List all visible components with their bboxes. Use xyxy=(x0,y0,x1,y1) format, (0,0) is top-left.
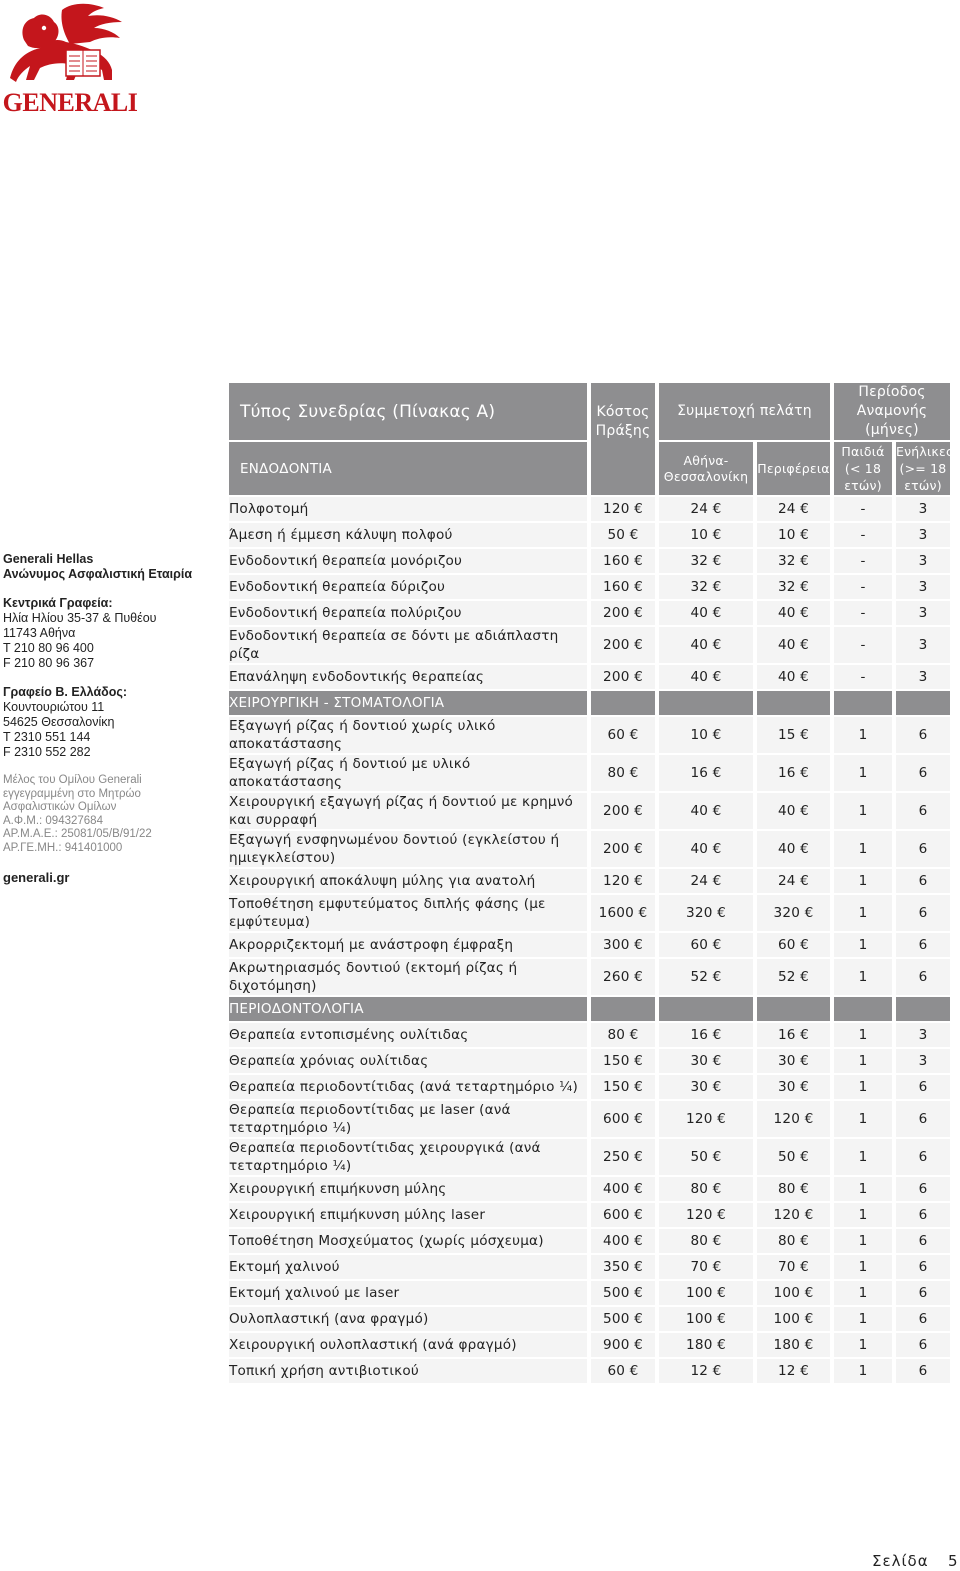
table-row xyxy=(229,1101,950,1137)
region-cell: 15 € xyxy=(757,717,830,753)
procedure-name: Εκτομή χαλινού xyxy=(229,1255,587,1279)
adults-cell: 6 xyxy=(896,793,950,829)
children-cell: 1 xyxy=(834,895,892,931)
north-phone: T 2310 551 144 xyxy=(3,730,91,744)
company-name: Generali Hellas xyxy=(3,552,94,566)
procedure-name: Θεραπεία εντοπισμένης ουλίτιδας xyxy=(229,1023,587,1047)
cost-cell: 80 € xyxy=(591,1023,655,1047)
region-cell: 120 € xyxy=(757,1101,830,1137)
table-title: Τύπος Συνεδρίας (Πίνακας Α) xyxy=(229,383,587,440)
procedure-name: Άμεση ή έμμεση κάλυψη πολφού xyxy=(229,523,587,547)
page-number: 5 xyxy=(948,1552,958,1570)
cost-cell: 600 € xyxy=(591,1203,655,1227)
region-cell: 12 € xyxy=(757,1359,830,1383)
athens-cell: 40 € xyxy=(659,665,753,689)
children-cell: 1 xyxy=(834,1229,892,1253)
legal-line: εγγεγραμμένη στο Μητρώο xyxy=(3,787,141,800)
children-cell: 1 xyxy=(834,1333,892,1357)
children-cell: 1 xyxy=(834,831,892,867)
adults-cell: 6 xyxy=(896,1177,950,1201)
children-cell: 1 xyxy=(834,1101,892,1137)
cost-cell: 500 € xyxy=(591,1307,655,1331)
region-cell: 24 € xyxy=(757,869,830,893)
cost-cell: 900 € xyxy=(591,1333,655,1357)
table-row xyxy=(229,497,950,521)
procedure-name: Ενδοδοντική θεραπεία δύριζου xyxy=(229,575,587,599)
athens-header: Αθήνα-Θεσσαλονίκη xyxy=(659,442,753,495)
region-cell: 80 € xyxy=(757,1229,830,1253)
hq-city: 11743 Αθήνα xyxy=(3,626,76,640)
table-row xyxy=(229,831,950,867)
cost-cell: 300 € xyxy=(591,933,655,957)
table-row xyxy=(229,1177,950,1201)
table-row xyxy=(229,1307,950,1331)
athens-cell: 24 € xyxy=(659,497,753,521)
athens-cell: 40 € xyxy=(659,627,753,663)
region-cell: 60 € xyxy=(757,933,830,957)
athens-cell: 70 € xyxy=(659,1255,753,1279)
table-row xyxy=(229,523,950,547)
cost-header: Κόστος Πράξης xyxy=(591,383,655,495)
region-cell: 16 € xyxy=(757,1023,830,1047)
children-cell: - xyxy=(834,497,892,521)
adults-cell: 6 xyxy=(896,1255,950,1279)
athens-cell: 100 € xyxy=(659,1307,753,1331)
region-cell: 40 € xyxy=(757,831,830,867)
winged-lion-icon xyxy=(0,0,140,92)
adults-cell: 6 xyxy=(896,1101,950,1137)
north-office-block xyxy=(3,685,218,760)
children-cell: 1 xyxy=(834,1023,892,1047)
cost-cell: 120 € xyxy=(591,497,655,521)
children-cell: 1 xyxy=(834,959,892,995)
region-cell: 40 € xyxy=(757,627,830,663)
region-cell: 320 € xyxy=(757,895,830,931)
cost-cell: 200 € xyxy=(591,793,655,829)
adults-cell: 3 xyxy=(896,1049,950,1073)
procedure-name: Ουλοπλαστική (ανα φραγμό) xyxy=(229,1307,587,1331)
children-cell: 1 xyxy=(834,717,892,753)
procedure-name: Εξαγωγή ρίζας ή δοντιού με υλικό αποκατάστασης xyxy=(229,755,587,791)
children-cell: 1 xyxy=(834,869,892,893)
children-cell: 1 xyxy=(834,1075,892,1099)
children-cell: 1 xyxy=(834,1255,892,1279)
region-cell: 16 € xyxy=(757,755,830,791)
procedure-name: Χειρουργική επιμήκυνση μύλης laser xyxy=(229,1203,587,1227)
procedure-name: Θεραπεία περιοδοντίτιδας χειρουργικά (ανά τεταρτημόριο ¼) xyxy=(229,1139,587,1175)
table-row xyxy=(229,665,950,689)
dental-coverage-table xyxy=(225,381,954,1385)
athens-cell: 180 € xyxy=(659,1333,753,1357)
cost-cell: 1600 € xyxy=(591,895,655,931)
section-fill-cell xyxy=(591,691,655,715)
adults-cell: 3 xyxy=(896,575,950,599)
table-body xyxy=(229,497,950,1383)
region-cell: 30 € xyxy=(757,1075,830,1099)
procedure-name: Ενδοδοντική θεραπεία μονόριζου xyxy=(229,549,587,573)
procedure-name: Χειρουργική ουλοπλαστική (ανά φραγμό) xyxy=(229,1333,587,1357)
adults-cell: 6 xyxy=(896,1359,950,1383)
region-cell: 24 € xyxy=(757,497,830,521)
athens-cell: 320 € xyxy=(659,895,753,931)
region-cell: 120 € xyxy=(757,1203,830,1227)
table-row xyxy=(229,1359,950,1383)
region-cell: 30 € xyxy=(757,1049,830,1073)
table-row xyxy=(229,1139,950,1175)
adults-cell: 6 xyxy=(896,1281,950,1305)
adults-cell: 3 xyxy=(896,1023,950,1047)
children-cell: 1 xyxy=(834,1203,892,1227)
adults-cell: 3 xyxy=(896,601,950,625)
legal-line: Μέλος του Ομίλου Generali xyxy=(3,774,142,786)
children-cell: - xyxy=(834,665,892,689)
section-row xyxy=(229,691,950,715)
north-heading: Γραφείο Β. Ελλάδος: xyxy=(3,685,128,699)
adults-cell: 6 xyxy=(896,1075,950,1099)
adults-header: Ενήλικες (>= 18 ετών) xyxy=(896,444,954,493)
region-cell: 32 € xyxy=(757,549,830,573)
section-fill-cell xyxy=(896,997,950,1021)
adults-cell: 6 xyxy=(896,1203,950,1227)
children-header: Παιδιά (< 18 ετών) xyxy=(834,442,892,495)
procedure-name: Τοποθέτηση εμφυτεύματος διπλής φάσης (με εμφύτευμα) xyxy=(229,895,587,931)
hq-block xyxy=(3,596,218,671)
legal-line: ΑΡ.ΓΕ.ΜΗ.: 941401000 xyxy=(3,841,123,854)
cost-cell: 120 € xyxy=(591,869,655,893)
procedure-name: Χειρουργική επιμήκυνση μύλης xyxy=(229,1177,587,1201)
athens-cell: 16 € xyxy=(659,755,753,791)
company-type: Ανώνυμος Ασφαλιστική Εταιρία xyxy=(3,567,193,581)
region-header: Περιφέρεια xyxy=(757,442,830,495)
adults-cell: 6 xyxy=(896,869,950,893)
region-cell: 40 € xyxy=(757,601,830,625)
company-block xyxy=(3,552,218,582)
athens-cell: 10 € xyxy=(659,523,753,547)
cost-cell: 60 € xyxy=(591,717,655,753)
table-row xyxy=(229,793,950,829)
adults-cell: 6 xyxy=(896,1307,950,1331)
section-fill-cell xyxy=(591,997,655,1021)
adults-cell: 6 xyxy=(896,755,950,791)
cost-cell: 150 € xyxy=(591,1075,655,1099)
section-fill-cell xyxy=(659,997,753,1021)
table-row xyxy=(229,1333,950,1357)
generali-logo xyxy=(0,0,140,120)
athens-cell: 40 € xyxy=(659,793,753,829)
section-row xyxy=(229,997,950,1021)
adults-cell: 6 xyxy=(896,717,950,753)
section-fill-cell xyxy=(896,691,950,715)
hq-heading: Κεντρικά Γραφεία: xyxy=(3,596,113,610)
athens-cell: 50 € xyxy=(659,1139,753,1175)
company-sidebar xyxy=(3,552,218,885)
procedure-name: Ενδοδοντική θεραπεία σε δόντι με αδιάπλαστη ρίζα xyxy=(229,627,587,663)
athens-cell: 80 € xyxy=(659,1229,753,1253)
legal-line: ΑΡ.Μ.Α.Ε.: 25081/05/Β/91/22 xyxy=(3,828,152,841)
adults-cell: 6 xyxy=(896,895,950,931)
hq-fax: F 210 80 96 367 xyxy=(3,656,95,670)
procedure-name: Τοπική χρήση αντιβιοτικού xyxy=(229,1359,587,1383)
procedure-name: Εκτομή χαλινού με laser xyxy=(229,1281,587,1305)
procedure-name: Χειρουργική αποκάλυψη μύλης για ανατολή xyxy=(229,869,587,893)
athens-cell: 80 € xyxy=(659,1177,753,1201)
hq-street: Ηλία Ηλίου 35-37 & Πυθέου xyxy=(3,611,157,625)
section-header-endodontics: ΕΝΔΟΔΟΝΤΙΑ xyxy=(229,442,587,495)
athens-cell: 120 € xyxy=(659,1203,753,1227)
legal-line: Ασφαλιστικών Ομίλων xyxy=(3,801,117,814)
cost-cell: 80 € xyxy=(591,755,655,791)
cost-cell: 200 € xyxy=(591,601,655,625)
procedure-name: Επανάληψη ενδοδοντικής θεραπείας xyxy=(229,665,587,689)
region-cell: 100 € xyxy=(757,1307,830,1331)
copay-header: Συμμετοχή πελάτη xyxy=(659,383,830,440)
region-cell: 40 € xyxy=(757,793,830,829)
table-row xyxy=(229,933,950,957)
table-row xyxy=(229,755,950,791)
cost-cell: 600 € xyxy=(591,1101,655,1137)
cost-cell: 350 € xyxy=(591,1255,655,1279)
cost-cell: 60 € xyxy=(591,1359,655,1383)
procedure-name: Τοποθέτηση Μοσχεύματος (χωρίς μόσχευμα) xyxy=(229,1229,587,1253)
table-row xyxy=(229,1023,950,1047)
procedure-name: Εξαγωγή ενσφηνωμένου δοντιού (εγκλείστου ή ημιεγκλείστου) xyxy=(229,831,587,867)
region-cell: 100 € xyxy=(757,1281,830,1305)
logo-wordmark: GENERALI xyxy=(2,88,138,117)
children-cell: 1 xyxy=(834,1359,892,1383)
procedure-name: Χειρουργική εξαγωγή ρίζας ή δοντιού με κρημνό και συρραφή xyxy=(229,793,587,829)
adults-cell: 3 xyxy=(896,549,950,573)
cost-cell: 150 € xyxy=(591,1049,655,1073)
region-cell: 180 € xyxy=(757,1333,830,1357)
athens-cell: 32 € xyxy=(659,549,753,573)
children-cell: 1 xyxy=(834,1281,892,1305)
hq-phone: T 210 80 96 400 xyxy=(3,641,94,655)
legal-block xyxy=(3,774,218,856)
adults-cell: 3 xyxy=(896,665,950,689)
children-cell: 1 xyxy=(834,1049,892,1073)
section-fill-cell xyxy=(757,997,830,1021)
cost-cell: 200 € xyxy=(591,831,655,867)
athens-cell: 16 € xyxy=(659,1023,753,1047)
adults-cell: 6 xyxy=(896,933,950,957)
cost-cell: 200 € xyxy=(591,627,655,663)
athens-cell: 24 € xyxy=(659,869,753,893)
page-label: Σελίδα xyxy=(872,1552,929,1570)
children-cell: 1 xyxy=(834,1139,892,1175)
region-cell: 10 € xyxy=(757,523,830,547)
children-cell: - xyxy=(834,627,892,663)
region-cell: 50 € xyxy=(757,1139,830,1175)
cost-cell: 200 € xyxy=(591,665,655,689)
adults-cell: 6 xyxy=(896,1333,950,1357)
cost-cell: 400 € xyxy=(591,1177,655,1201)
athens-cell: 40 € xyxy=(659,601,753,625)
cost-cell: 160 € xyxy=(591,549,655,573)
table-row xyxy=(229,575,950,599)
table-row xyxy=(229,1049,950,1073)
cost-cell: 400 € xyxy=(591,1229,655,1253)
website-link[interactable]: generali.gr xyxy=(3,869,70,885)
athens-cell: 60 € xyxy=(659,933,753,957)
athens-cell: 30 € xyxy=(659,1049,753,1073)
athens-cell: 40 € xyxy=(659,831,753,867)
table-row xyxy=(229,1229,950,1253)
table-row xyxy=(229,1281,950,1305)
cost-cell: 500 € xyxy=(591,1281,655,1305)
children-cell: 1 xyxy=(834,755,892,791)
cost-cell: 160 € xyxy=(591,575,655,599)
table-row xyxy=(229,627,950,663)
adults-cell: 6 xyxy=(896,831,950,867)
section-title: ΠΕΡΙΟΔΟΝΤΟΛΟΓΙΑ xyxy=(229,997,587,1021)
procedure-name: Θεραπεία περιοδοντίτιδας (ανά τεταρτημόριο ¼) xyxy=(229,1075,587,1099)
cost-cell: 50 € xyxy=(591,523,655,547)
procedure-name: Ακρωτηριασμός δοντιού (εκτομή ρίζας ή διχοτόμηση) xyxy=(229,959,587,995)
table-row xyxy=(229,869,950,893)
procedure-name: Θεραπεία χρόνιας ουλίτιδας xyxy=(229,1049,587,1073)
north-street: Κουντουριώτου 11 xyxy=(3,700,105,714)
children-cell: 1 xyxy=(834,1177,892,1201)
athens-cell: 32 € xyxy=(659,575,753,599)
cost-cell: 250 € xyxy=(591,1139,655,1175)
table-row xyxy=(229,601,950,625)
section-fill-cell xyxy=(834,691,892,715)
athens-cell: 120 € xyxy=(659,1101,753,1137)
adults-cell: 6 xyxy=(896,1139,950,1175)
legal-line: Α.Φ.Μ.: 094327684 xyxy=(3,814,103,827)
children-cell: - xyxy=(834,523,892,547)
region-cell: 80 € xyxy=(757,1177,830,1201)
adults-cell: 3 xyxy=(896,523,950,547)
region-cell: 52 € xyxy=(757,959,830,995)
table-row xyxy=(229,1203,950,1227)
procedure-name: Θεραπεία περιοδοντίτιδας με laser (ανά τεταρτημόριο ¼) xyxy=(229,1101,587,1137)
table-row xyxy=(229,549,950,573)
north-fax: F 2310 552 282 xyxy=(3,745,91,759)
children-cell: - xyxy=(834,601,892,625)
athens-cell: 12 € xyxy=(659,1359,753,1383)
table-row xyxy=(229,717,950,753)
table-row xyxy=(229,895,950,931)
section-fill-cell xyxy=(834,997,892,1021)
procedure-name: Πολφοτομή xyxy=(229,497,587,521)
adults-cell: 6 xyxy=(896,959,950,995)
children-cell: 1 xyxy=(834,1307,892,1331)
section-fill-cell xyxy=(757,691,830,715)
athens-cell: 100 € xyxy=(659,1281,753,1305)
table-row xyxy=(229,1075,950,1099)
athens-cell: 10 € xyxy=(659,717,753,753)
waiting-period-header: Περίοδος Αναμονής (μήνες) xyxy=(834,383,950,440)
adults-cell: 3 xyxy=(896,627,950,663)
adults-cell: 3 xyxy=(896,497,950,521)
region-cell: 40 € xyxy=(757,665,830,689)
children-cell: 1 xyxy=(834,933,892,957)
athens-cell: 30 € xyxy=(659,1075,753,1099)
section-fill-cell xyxy=(659,691,753,715)
procedure-name: Ακρορριζεκτομή με ανάστροφη έμφραξη xyxy=(229,933,587,957)
athens-cell: 52 € xyxy=(659,959,753,995)
region-cell: 70 € xyxy=(757,1255,830,1279)
adults-cell: 6 xyxy=(896,1229,950,1253)
children-cell: - xyxy=(834,549,892,573)
children-cell: - xyxy=(834,575,892,599)
north-city: 54625 Θεσσαλονίκη xyxy=(3,715,115,729)
procedure-name: Εξαγωγή ρίζας ή δοντιού χωρίς υλικό αποκατάστασης xyxy=(229,717,587,753)
procedure-name: Ενδοδοντική θεραπεία πολύριζου xyxy=(229,601,587,625)
table-row xyxy=(229,959,950,995)
table-row xyxy=(229,1255,950,1279)
cost-cell: 260 € xyxy=(591,959,655,995)
region-cell: 32 € xyxy=(757,575,830,599)
section-title: ΧΕΙΡΟΥΡΓΙΚΗ - ΣΤΟΜΑΤΟΛΟΓΙΑ xyxy=(229,691,587,715)
children-cell: 1 xyxy=(834,793,892,829)
